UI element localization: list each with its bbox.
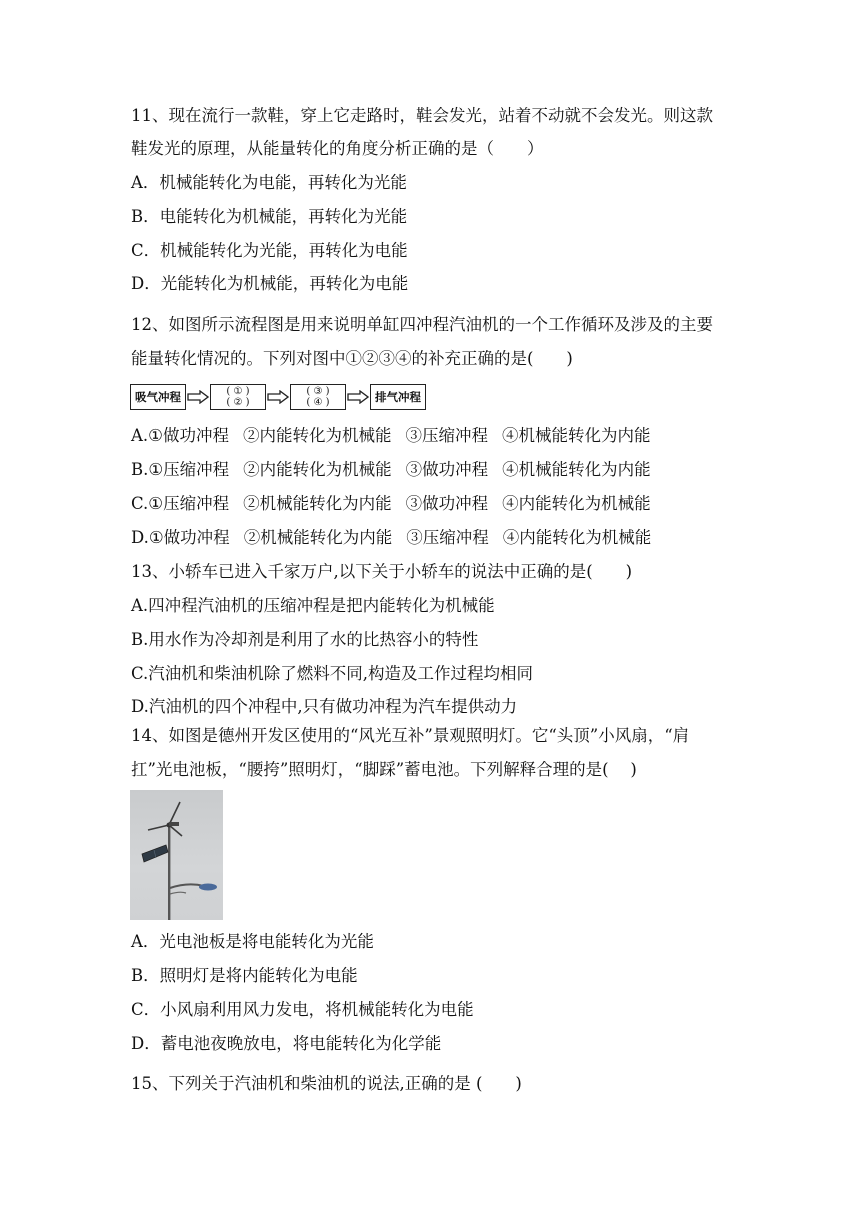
q11-stem-line1: 11、现在流行一款鞋，穿上它走路时，鞋会发光，站着不动就不会发光。则这款	[131, 106, 713, 125]
flow-end-box: 排气冲程	[370, 384, 426, 410]
q13-stem: 13、小轿车已进入千家万户,以下关于小轿车的说法中正确的是( )	[131, 562, 633, 581]
wind-solar-lamp-photo	[130, 790, 223, 920]
q11-option-d: D．光能转化为机械能，再转化为电能	[131, 274, 409, 293]
q13-option-c: C.汽油机和柴油机除了燃料不同,构造及工作过程均相同	[131, 664, 534, 683]
q11-option-a: A．机械能转化为电能，再转化为光能	[131, 173, 407, 192]
q11-stem-line2: 鞋发光的原理，从能量转化的角度分析正确的是（ ）	[131, 139, 544, 158]
q12-option-b: B.①压缩冲程 ②内能转化为机械能 ③做功冲程 ④机械能转化为内能	[131, 460, 651, 479]
q13-option-b: B.用水作为冷却剂是利用了水的比热容小的特性	[131, 630, 479, 649]
q12-option-a: A.①做功冲程 ②内能转化为机械能 ③压缩冲程 ④机械能转化为内能	[131, 426, 651, 445]
flow-box-2-bottom: ( ④ )	[306, 397, 330, 408]
q11-option-b: B．电能转化为机械能，再转化为光能	[131, 207, 408, 226]
q13-option-a: A.四冲程汽油机的压缩冲程是把内能转化为机械能	[131, 596, 495, 615]
flow-arrow-icon	[347, 390, 369, 404]
q14-stem-line2: 扛”光电池板，“腰挎”照明灯，“脚踩”蓄电池。下列解释合理的是( )	[131, 760, 637, 779]
q12-stem-line2: 能量转化情况的。下列对图中①②③④的补充正确的是( )	[131, 349, 573, 368]
street-lamp-icon	[130, 790, 223, 920]
q12-stem-line1: 12、如图所示流程图是用来说明单缸四冲程汽油机的一个工作循环及涉及的主要	[131, 315, 713, 334]
q14-option-d: D．蓄电池夜晚放电，将电能转化为化学能	[131, 1034, 442, 1053]
flow-box-2-top: ( ③ )	[306, 386, 330, 397]
flow-box-1-bottom: ( ② )	[226, 397, 250, 408]
q15-stem: 15、下列关于汽油机和柴油机的说法,正确的是 ( )	[131, 1074, 522, 1093]
q11-option-c: C．机械能转化为光能，再转化为电能	[131, 241, 408, 260]
q12-flow-diagram	[130, 384, 430, 412]
flow-box-1-top: ( ① )	[226, 386, 250, 397]
q14-option-c: C．小风扇利用风力发电，将机械能转化为电能	[131, 1000, 474, 1019]
flow-box-2	[290, 384, 346, 410]
q12-option-d: D.①做功冲程 ②机械能转化为内能 ③压缩冲程 ④内能转化为机械能	[131, 528, 652, 547]
flow-arrow-icon	[267, 390, 289, 404]
flow-start-box: 吸气冲程	[130, 384, 186, 410]
flow-arrow-icon	[187, 390, 209, 404]
q14-stem-line1: 14、如图是德州开发区使用的“风光互补”景观照明灯。它“头顶”小风扇，“肩	[131, 726, 690, 745]
q14-option-a: A．光电池板是将电能转化为光能	[131, 932, 374, 951]
flow-box-1	[210, 384, 266, 410]
q13-option-d: D.汽油机的四个冲程中,只有做功冲程为汽车提供动力	[131, 697, 518, 716]
q14-option-b: B．照明灯是将内能转化为电能	[131, 966, 358, 985]
q12-option-c: C.①压缩冲程 ②机械能转化为内能 ③做功冲程 ④内能转化为机械能	[131, 494, 651, 513]
